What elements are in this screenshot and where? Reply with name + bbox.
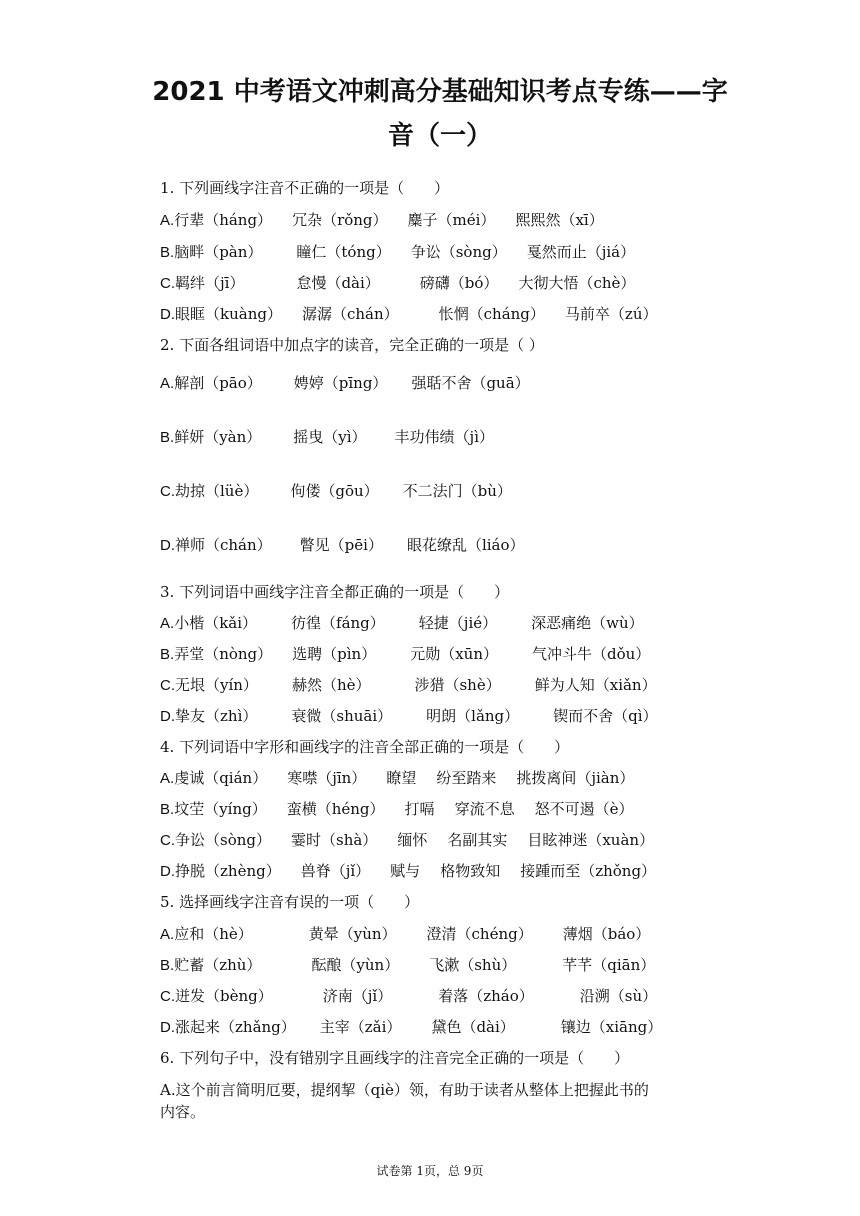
question-2-option-b: B.鲜妍（yàn） 摇曳（yì） 丰功伟绩（jì） <box>160 428 494 446</box>
question-3-stem: 3. 下列词语中画线字注音全都正确的一项是（ ） <box>160 583 510 601</box>
question-6-stem: 6. 下列句子中，没有错别字且画线字的注音完全正确的一项是（ ） <box>160 1049 630 1067</box>
question-3-option-c: C.无垠（yín） 赫然（hè） 涉猎（shè） 鲜为人知（xiǎn） <box>160 676 657 694</box>
question-1-option-c: C.羁绊（jī） 怠慢（dài） 磅礴（bó） 大彻大悟（chè） <box>160 274 636 292</box>
question-1-option-b: B.脑畔（pàn） 瞳仁（tóng） 争讼（sòng） 戛然而止（jiá） <box>160 243 636 261</box>
question-5-stem: 5. 选择画线字注音有误的一项（ ） <box>160 893 420 911</box>
page-title: 2021 中考语文冲刺高分基础知识考点专练——字音（一） <box>152 77 728 151</box>
question-2-option-a: A.解剖（pāo） 娉婷（pīng） 强聒不舍（guā） <box>160 374 530 392</box>
question-6-option-a-line1: A.这个前言简明厄要，提纲挈（qiè）领，有助于读者从整体上把握此书的 <box>160 1081 649 1099</box>
question-4-option-a: A.虔诚（qián） 寒噤（jīn） 瞭望 纷至踏来 挑拨离间（jiàn） <box>160 769 635 787</box>
question-3-option-d: D.挚友（zhì） 衰微（shuāi） 明朗（lǎng） 锲而不舍（qì） <box>160 707 658 725</box>
question-2-option-d: D.禅师（chán） 瞥见（pēi） 眼花缭乱（liáo） <box>160 536 525 554</box>
question-2-option-c: C.劫掠（lüè） 佝偻（gōu） 不二法门（bù） <box>160 482 512 500</box>
question-1-option-a: A.行辈（háng） 冗杂（rǒng） 麋子（méi） 熙熙然（xī） <box>160 211 604 229</box>
question-4-option-c: C.争讼（sòng） 霎时（shà） 缅怀 名副其实 目眩神迷（xuàn） <box>160 831 655 849</box>
question-5-option-c: C.迸发（bèng） 济南（jǐ） 着落（zháo） 沿溯（sù） <box>160 987 658 1005</box>
question-2-stem: 2. 下面各组词语中加点字的读音，完全正确的一项是（ ） <box>160 336 544 354</box>
question-4-option-b: B.坟茔（yíng） 蛮横（héng） 打嗝 穿流不息 怒不可遏（è） <box>160 800 634 818</box>
question-5-option-b: B.贮蓄（zhù） 酝酿（yùn） 飞漱（shù） 芊芊（qiān） <box>160 956 656 974</box>
question-4-option-d: D.挣脱（zhèng） 兽脊（jǐ） 赋与 格物致知 接踵而至（zhǒng） <box>160 862 657 880</box>
question-4-stem: 4. 下列词语中字形和画线字的注音全部正确的一项是（ ） <box>160 738 570 756</box>
page-footer: 试卷第 1页，总 9页 <box>376 1164 484 1178</box>
question-3-option-b: B.弄堂（nòng） 选聘（pìn） 元勋（xūn） 气冲斗牛（dǒu） <box>160 645 651 663</box>
question-5-option-d: D.涨起来（zhǎng） 主宰（zǎi） 黛色（dài） 镶边（xiāng） <box>160 1018 663 1036</box>
question-1-stem: 1. 下列画线字注音不正确的一项是（ ） <box>160 179 450 197</box>
question-3-option-a: A.小楷（kǎi） 彷徨（fáng） 轻捷（jié） 深恶痛绝（wù） <box>160 614 644 632</box>
question-6-option-a-line2: 内容。 <box>160 1103 206 1121</box>
question-1-option-d: D.眼眶（kuàng） 潺潺（chán） 怅惘（cháng） 马前卒（zú） <box>160 305 658 323</box>
question-5-option-a: A.应和（hè） 黄晕（yùn） 澄清（chéng） 薄烟（báo） <box>160 925 651 943</box>
